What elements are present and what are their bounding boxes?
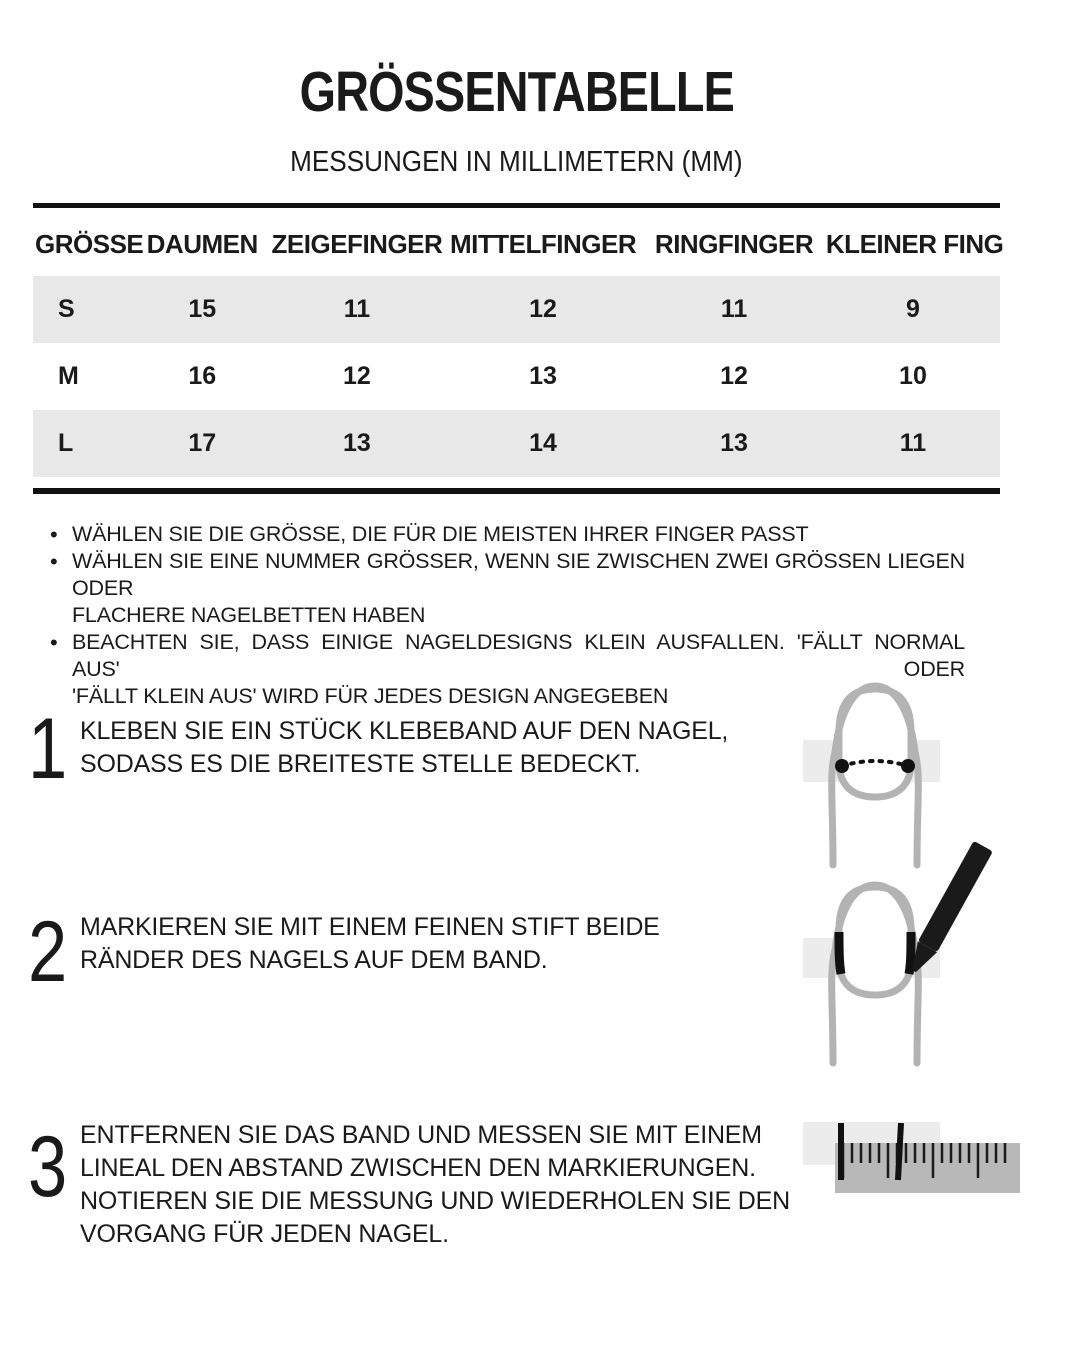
step-text-line: VORGANG FÜR JEDEN NAGEL. [80, 1220, 449, 1248]
size-table-header [33, 212, 1004, 276]
value-cell: 15 [188, 295, 217, 323]
value-cell: 12 [720, 362, 748, 390]
note-text: FLACHERE NAGELBETTEN HABEN [72, 603, 426, 627]
pen-icon [904, 841, 993, 977]
right-width-dot [901, 759, 915, 773]
step-2-number: 2 [28, 904, 68, 1000]
tape-strip [803, 938, 940, 978]
value-cell: 11 [899, 429, 927, 457]
value-cell: 9 [906, 295, 920, 323]
size-label: L [58, 429, 74, 457]
value-cell: 13 [720, 429, 748, 457]
value-cell: 17 [188, 429, 217, 457]
value-cell: 14 [529, 429, 557, 457]
page-subheader [33, 148, 1000, 177]
ruler-measure-illustration [795, 1110, 1030, 1210]
divider-bottom [33, 488, 1000, 494]
step-text-line: MARKIEREN SIE MIT EINEM FEINEN STIFT BEIDE [80, 913, 660, 941]
value-cell: 11 [720, 295, 748, 323]
note-text: • BEACHTEN SIE, DASS EINIGE NAGELDESIGNS KLEIN AUSFALLEN. 'FÄLLT NORMAL AUS' ODER [72, 630, 965, 681]
column-header-zeigefinger: ZEIGEFINGER [271, 228, 443, 259]
note-text: 'FÄLLT KLEIN AUS' WIRD FÜR JEDES DESIGN ANGEGEBEN [72, 684, 669, 708]
table-row-size-s [33, 276, 1000, 343]
step-text-line: KLEBEN SIE EIN STÜCK KLEBEBAND AUF DEN NAGEL, [80, 717, 729, 745]
right-edge-mark [909, 932, 911, 974]
column-header-kleiner-finger: KLEINER FING [825, 228, 1004, 259]
step-text-line: ENTFERNEN SIE DAS BAND UND MESSEN SIE MIT EINEM [80, 1121, 762, 1149]
step-2-text [80, 911, 660, 977]
size-table [33, 212, 1004, 477]
step-text-line: RÄNDER DES NAGELS AUF DEM BAND. [80, 946, 548, 974]
note-item [50, 548, 965, 629]
step-text-line: LINEAL DEN ABSTAND ZWISCHEN DEN MARKIERUNGEN. [80, 1154, 756, 1182]
column-header-groesse: GRÖSSE [35, 228, 144, 259]
column-header-ringfinger: RINGFINGER [654, 228, 814, 259]
value-cell: 12 [343, 362, 371, 390]
note-item [50, 629, 965, 710]
value-cell: 13 [343, 429, 371, 457]
header-row [33, 212, 1000, 276]
notes-list [50, 521, 965, 710]
finger-marking-illustration [795, 825, 1015, 1085]
note-item [50, 521, 965, 548]
step-text-line: NOTIEREN SIE DIE MESSUNG UND WIEDERHOLEN SIE DEN [80, 1187, 790, 1215]
step-1-text [80, 715, 728, 781]
tape-strip [803, 1122, 940, 1165]
step-3-text [80, 1119, 790, 1251]
finger-outline [832, 885, 919, 1063]
step-text-line: SODASS ES DIE BREITESTE STELLE BEDECKT. [80, 750, 641, 778]
page-subtitle: MESSUNGEN IN MILLIMETERN (MM) [290, 146, 743, 178]
table-row-size-m [33, 343, 1000, 410]
page-header [33, 60, 1000, 124]
note-text: • WÄHLEN SIE DIE GRÖSSE, DIE FÜR DIE MEISTEN IHRER FINGER PASST [72, 522, 809, 546]
value-cell: 12 [529, 295, 557, 323]
column-header-mittelfinger: MITTELFINGER [450, 228, 637, 259]
width-dotted-line [842, 761, 908, 766]
size-label: M [58, 362, 79, 390]
value-cell: 13 [529, 362, 557, 390]
nail-outline [839, 887, 911, 995]
column-header-daumen: DAUMEN [146, 228, 258, 259]
ruler-ticks [843, 1143, 1005, 1178]
value-cell: 10 [899, 362, 927, 390]
value-cell: 16 [188, 362, 217, 390]
page-title: GRÖSSENTABELLE [299, 60, 734, 124]
left-width-dot [835, 759, 849, 773]
tape-strip [803, 740, 940, 782]
note-text: • WÄHLEN SIE EINE NUMMER GRÖSSER, WENN SIE ZWISCHEN ZWEI GRÖSSEN LIEGEN ODER [72, 549, 965, 600]
table-row-size-l [33, 410, 1000, 477]
ruler [835, 1143, 1020, 1193]
left-edge-mark [839, 932, 841, 974]
right-pen-mark [898, 1123, 901, 1180]
size-label: S [58, 295, 75, 323]
step-1-number: 1 [28, 701, 68, 797]
value-cell: 11 [343, 295, 371, 323]
step-3-number: 3 [28, 1119, 68, 1215]
finger-outline [832, 686, 919, 865]
divider-top [33, 203, 1000, 208]
